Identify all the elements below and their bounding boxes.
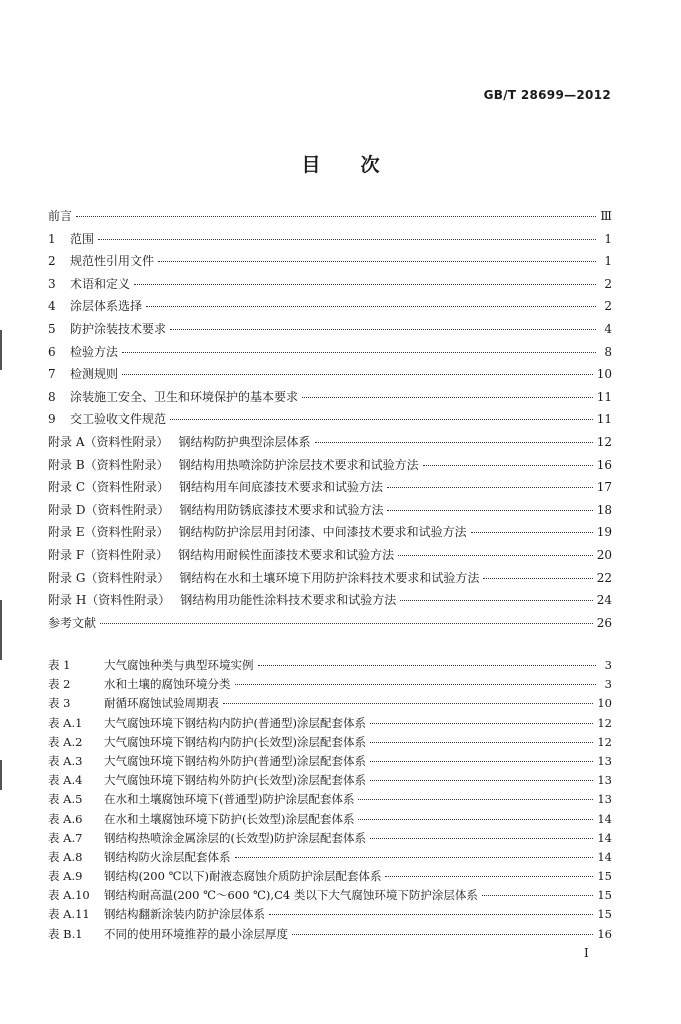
toc-entry[interactable]: [48, 589, 612, 612]
entry-number: 8: [48, 389, 56, 404]
entry-number: 9: [48, 412, 56, 427]
standard-code: GB/T 28699—2012: [483, 88, 611, 102]
entry-page: 14: [597, 830, 612, 845]
entry-number: 表 A.10: [48, 888, 90, 903]
table-entry[interactable]: [48, 771, 612, 790]
dot-leader: [122, 373, 593, 375]
entry-number: 表 A.9: [48, 869, 83, 884]
toc-entry[interactable]: [48, 228, 612, 251]
entry-title: 参考文献: [48, 615, 97, 630]
dot-leader: [302, 396, 593, 398]
toc-entry[interactable]: [48, 341, 612, 364]
dot-leader: [370, 760, 593, 762]
entry-number: 附录 E（资料性附录）: [48, 525, 169, 540]
dot-leader: [315, 441, 593, 443]
entry-page: 11: [596, 412, 612, 427]
entry-page: 8: [604, 344, 612, 359]
entry-page: 15: [597, 888, 612, 903]
entry-page: 24: [596, 593, 612, 608]
entry-title: 钢结构(200 ℃以下)耐液态腐蚀介质防护涂层配套体系: [104, 869, 382, 884]
entry-number: 表 A.2: [48, 734, 83, 749]
toc-entry[interactable]: [48, 476, 612, 499]
entry-page: 19: [596, 525, 612, 540]
dot-leader: [387, 486, 593, 488]
entry-number: 表 A.1: [48, 715, 83, 730]
entry-title: 钢结构耐高温(200 ℃～600 ℃),C4 类以下大气腐蚀环境下防护涂层体系: [104, 888, 478, 903]
entry-number: 7: [48, 367, 56, 382]
entry-page: 16: [596, 457, 612, 472]
dot-leader: [76, 215, 596, 217]
entry-page: 18: [596, 502, 612, 517]
entry-page: 4: [604, 321, 612, 336]
entry-page: 14: [597, 811, 612, 826]
entry-number: 表 1: [48, 658, 71, 672]
entry-title: 交工验收文件规范: [70, 412, 167, 427]
entry-title: 钢结构用热喷涂防护涂层技术要求和试验方法: [178, 457, 419, 472]
entry-title: 大气腐蚀种类与典型环境实例: [104, 658, 254, 672]
entry-title: 钢结构防火涂层配套体系: [104, 849, 231, 864]
dot-leader: [398, 554, 593, 556]
table-entry[interactable]: [48, 867, 612, 886]
dot-leader: [423, 464, 593, 466]
dot-leader: [269, 913, 593, 915]
entry-title: 钢结构在水和土壤环境下用防护涂料技术要求和试验方法: [179, 570, 480, 585]
entry-page: 1: [604, 231, 612, 246]
table-entry[interactable]: [48, 790, 612, 809]
entry-number: 表 B.1: [48, 926, 83, 941]
toc-entry[interactable]: [48, 205, 612, 228]
dot-leader: [370, 779, 593, 781]
table-entry[interactable]: [48, 752, 612, 771]
entry-number: 附录 B（资料性附录）: [48, 457, 169, 472]
toc-entry[interactable]: [48, 273, 612, 296]
entry-number: 4: [48, 299, 56, 314]
table-entry[interactable]: [48, 714, 612, 733]
entry-number: 表 A.11: [48, 907, 90, 922]
toc-entry[interactable]: [48, 363, 612, 386]
dot-leader: [134, 283, 596, 285]
entry-page: 10: [597, 696, 612, 711]
entry-page: 11: [596, 389, 612, 404]
entry-title: 钢结构用耐候性面漆技术要求和试验方法: [178, 547, 395, 562]
entry-title: 涂层体系选择: [70, 299, 143, 314]
dot-leader: [170, 328, 596, 330]
table-entry[interactable]: [48, 733, 612, 752]
dot-leader: [235, 683, 597, 685]
entry-number: 6: [48, 344, 56, 359]
entry-title: 大气腐蚀环境下钢结构外防护(长效型)涂层配套体系: [104, 773, 366, 788]
toc-entry[interactable]: [48, 567, 612, 590]
dot-leader: [385, 875, 593, 877]
entry-page: 26: [596, 615, 612, 630]
entry-number: 附录 H（资料性附录）: [48, 593, 171, 608]
entry-page: 3: [604, 677, 612, 692]
entry-title: 大气腐蚀环境下钢结构内防护(长效型)涂层配套体系: [104, 734, 366, 749]
entry-page: 2: [604, 276, 612, 291]
table-entry[interactable]: [48, 656, 612, 675]
toc-entry[interactable]: [48, 386, 612, 409]
toc-entry[interactable]: [48, 521, 612, 544]
entry-number: 表 3: [48, 696, 71, 711]
entry-number: 表 A.8: [48, 849, 83, 864]
entry-page: 20: [596, 547, 612, 562]
dot-leader: [146, 305, 596, 307]
toc-entry[interactable]: [48, 408, 612, 431]
tables-list: [48, 656, 612, 944]
dot-leader: [358, 818, 593, 820]
toc-entry[interactable]: [48, 318, 612, 341]
scan-artifact: [0, 600, 2, 660]
toc-entry[interactable]: [48, 499, 612, 522]
dot-leader: [292, 933, 593, 935]
entry-title: 水和土壤的腐蚀环境分类: [104, 677, 231, 692]
dot-leader: [235, 856, 594, 858]
entry-page: 22: [596, 570, 612, 585]
table-entry[interactable]: [48, 905, 612, 924]
entry-page: 12: [596, 434, 612, 449]
entry-number: 5: [48, 321, 56, 336]
entry-number: 3: [48, 276, 56, 291]
entry-number: 表 A.5: [48, 792, 83, 807]
dot-leader: [483, 577, 592, 579]
toc-entry[interactable]: [48, 431, 612, 454]
entry-page: 17: [596, 480, 612, 495]
toc-title: 目次: [301, 154, 420, 176]
entry-number: 1: [48, 231, 56, 246]
entry-number: 表 A.3: [48, 753, 83, 768]
entry-number: 附录 F（资料性附录）: [48, 547, 169, 562]
entry-page: 16: [597, 926, 612, 941]
entry-page: 2: [604, 299, 612, 314]
table-entry[interactable]: [48, 675, 612, 694]
entry-title: 钢结构用功能性涂料技术要求和试验方法: [180, 593, 397, 608]
entry-number: 表 A.6: [48, 811, 83, 826]
dot-leader: [370, 722, 593, 724]
entry-number: 2: [48, 254, 56, 269]
dot-leader: [158, 260, 596, 262]
entry-title: 检测规则: [70, 367, 119, 382]
entry-title: 钢结构热喷涂金属涂层的(长效型)防护涂层配套体系: [104, 830, 366, 845]
entry-title: 钢结构防护涂层用封闭漆、中间漆技术要求和试验方法: [178, 525, 467, 540]
scan-artifact: [0, 760, 2, 790]
entry-title: 防护涂装技术要求: [70, 321, 167, 336]
toc-entry[interactable]: [48, 544, 612, 567]
toc-entry[interactable]: [48, 250, 612, 273]
entry-number: 表 A.7: [48, 830, 83, 845]
entry-number: 附录 G（资料性附录）: [48, 570, 170, 585]
entry-page: 15: [597, 907, 612, 922]
entry-title: 前言: [48, 209, 73, 223]
dot-leader: [258, 664, 597, 666]
entry-title: 检验方法: [70, 344, 119, 359]
entry-page: 10: [596, 367, 612, 382]
dot-leader: [122, 351, 596, 353]
table-entry[interactable]: [48, 829, 612, 848]
dot-leader: [358, 798, 593, 800]
entry-number: 附录 D（资料性附录）: [48, 502, 170, 517]
table-entry[interactable]: [48, 810, 612, 829]
contents-list: [48, 205, 612, 634]
toc-entry[interactable]: [48, 295, 612, 318]
entry-title: 钢结构用防锈底漆技术要求和试验方法: [179, 502, 384, 517]
table-entry[interactable]: [48, 925, 612, 944]
entry-page: 13: [597, 792, 612, 807]
dot-leader: [482, 894, 594, 896]
dot-leader: [100, 622, 593, 624]
dot-leader: [471, 531, 593, 533]
entry-title: 大气腐蚀环境下钢结构外防护(普通型)涂层配套体系: [104, 753, 366, 768]
entry-title: 在水和土壤腐蚀环境下(普通型)防护涂层配套体系: [104, 792, 355, 807]
entry-page: 12: [597, 715, 612, 730]
table-entry[interactable]: [48, 694, 612, 713]
toc-entry[interactable]: [48, 454, 612, 477]
entry-page: 14: [597, 849, 612, 864]
dot-leader: [98, 238, 596, 240]
entry-title: 范围: [70, 231, 95, 246]
dot-leader: [387, 509, 592, 511]
entry-page: 1: [604, 254, 612, 269]
entry-number: 表 A.4: [48, 773, 83, 788]
dot-leader: [223, 702, 593, 704]
dot-leader: [370, 837, 593, 839]
entry-page: 13: [597, 773, 612, 788]
entry-title: 涂装施工安全、卫生和环境保护的基本要求: [70, 389, 299, 404]
entry-title: 耐循环腐蚀试验周期表: [104, 696, 219, 711]
table-entry[interactable]: [48, 848, 612, 867]
entry-title: 钢结构用车间底漆技术要求和试验方法: [179, 480, 384, 495]
toc-entry[interactable]: [48, 612, 612, 635]
entry-page: 12: [597, 734, 612, 749]
entry-page: 13: [597, 753, 612, 768]
entry-page: 3: [604, 658, 612, 672]
dot-leader: [170, 418, 593, 420]
entry-title: 在水和土壤腐蚀环境下防护(长效型)涂层配套体系: [104, 811, 355, 826]
table-entry[interactable]: [48, 886, 612, 905]
entry-page: 15: [597, 869, 612, 884]
entry-title: 规范性引用文件: [70, 254, 155, 269]
entry-number: 附录 C（资料性附录）: [48, 480, 169, 495]
entry-title: 钢结构防护典型涂层体系: [178, 434, 311, 449]
scan-artifact: [0, 330, 2, 370]
entry-title: 钢结构翻新涂装内防护涂层体系: [104, 907, 265, 922]
entry-page: Ⅲ: [600, 209, 612, 223]
entry-number: 表 2: [48, 677, 71, 692]
entry-title: 大气腐蚀环境下钢结构内防护(普通型)涂层配套体系: [104, 715, 366, 730]
entry-title: 术语和定义: [70, 276, 131, 291]
entry-number: 附录 A（资料性附录）: [48, 434, 169, 449]
page-number: Ⅰ: [584, 946, 589, 960]
dot-leader: [400, 599, 592, 601]
entry-title: 不同的使用环境推荐的最小涂层厚度: [104, 926, 288, 941]
dot-leader: [370, 741, 593, 743]
